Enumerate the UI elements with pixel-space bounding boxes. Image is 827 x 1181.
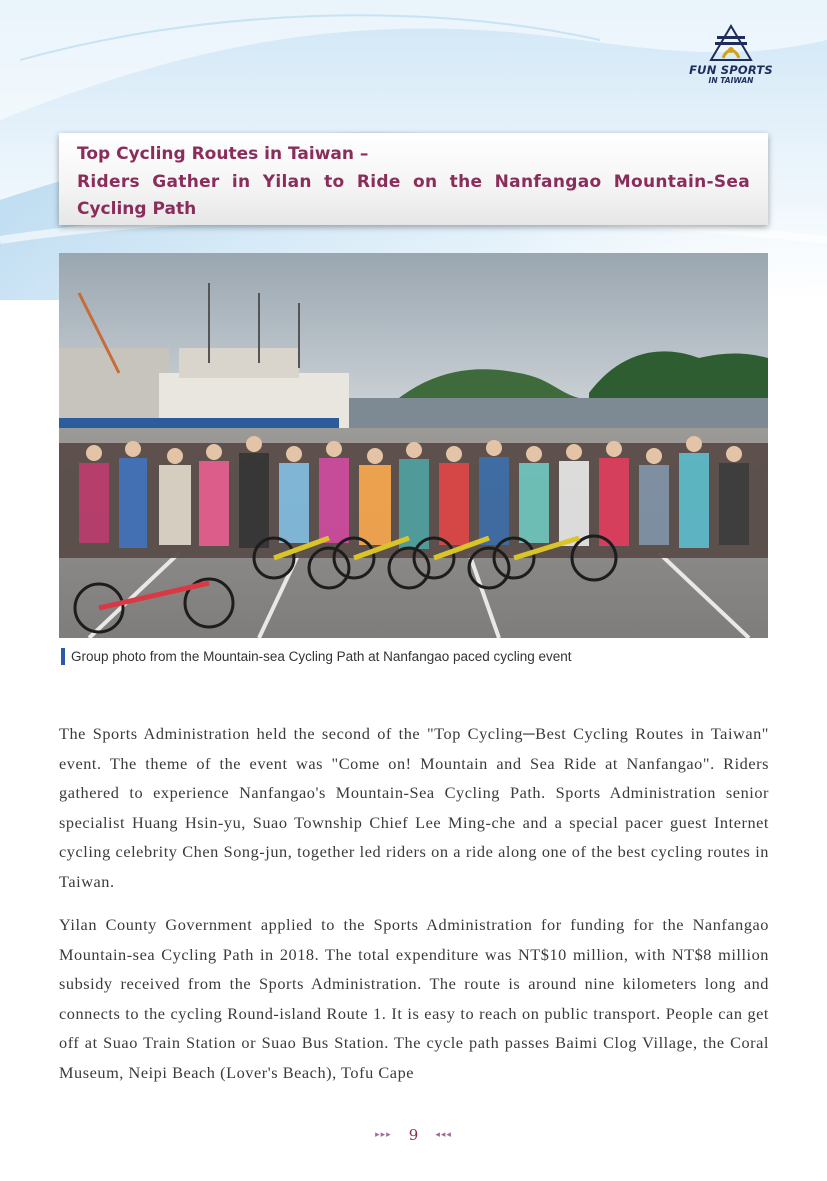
logo-subtitle: IN TAIWAN: [708, 76, 754, 85]
page-footer: [0, 1124, 827, 1144]
photo-caption: [61, 647, 572, 665]
logo-title: FUN SPORTS: [689, 63, 773, 77]
fun-sports-logo: [686, 24, 776, 94]
logo-emblem-icon: [709, 24, 753, 62]
title-line-2: Riders Gather in Yilan to Ride on the Nanfangao Mountain-Sea: [77, 171, 750, 192]
caption-text: Group photo from the Mountain-sea Cycling Path at Nanfangao paced cycling event: [71, 648, 572, 664]
right-arrows-icon: ◂◂◂: [435, 1129, 452, 1140]
caption-accent-bar: [61, 648, 65, 665]
title-line-3: Cycling Path: [77, 199, 197, 219]
body-paragraph-2: Yilan County Government applied to the Sports Administration for funding for the Nanfangao Mountain-sea Cycling Path in 2018. The total expenditure was NT$10 million, with NT$8 million subsidy received from the Sports Administration. The route is around nine kilometers long and connects to the cycling Round-island Route 1. It is easy to reach on public transport. People can get off at Suao Train Station or Suao Bus Station. The cycle path passes Baimi Clog Village, the Coral Museum, Neipi Beach (Lover's Beach), Tofu Cape: [59, 915, 769, 1082]
left-arrows-icon: ▸▸▸: [375, 1129, 392, 1140]
page-number: 9: [408, 1125, 419, 1144]
title-line-1: Top Cycling Routes in Taiwan –: [77, 144, 369, 164]
article-title-box: [59, 133, 768, 225]
body-paragraph-1: The Sports Administration held the second of the "Top Cycling─Best Cycling Routes in Taiwan" event. The theme of the event was "Come on! Mountain and Sea Ride at Nanfangao". Riders gathered to experience Nanfangao's Mountain-Sea Cycling Path. Sports Administration senior specialist Huang Hsin-yu, Suao Township Chief Lee Ming-che and a special pacer guest Internet cycling celebrity Chen Song-jun, together led riders on a ride along one of the best cycling routes in Taiwan.: [59, 724, 769, 891]
group-photo: [59, 253, 768, 638]
